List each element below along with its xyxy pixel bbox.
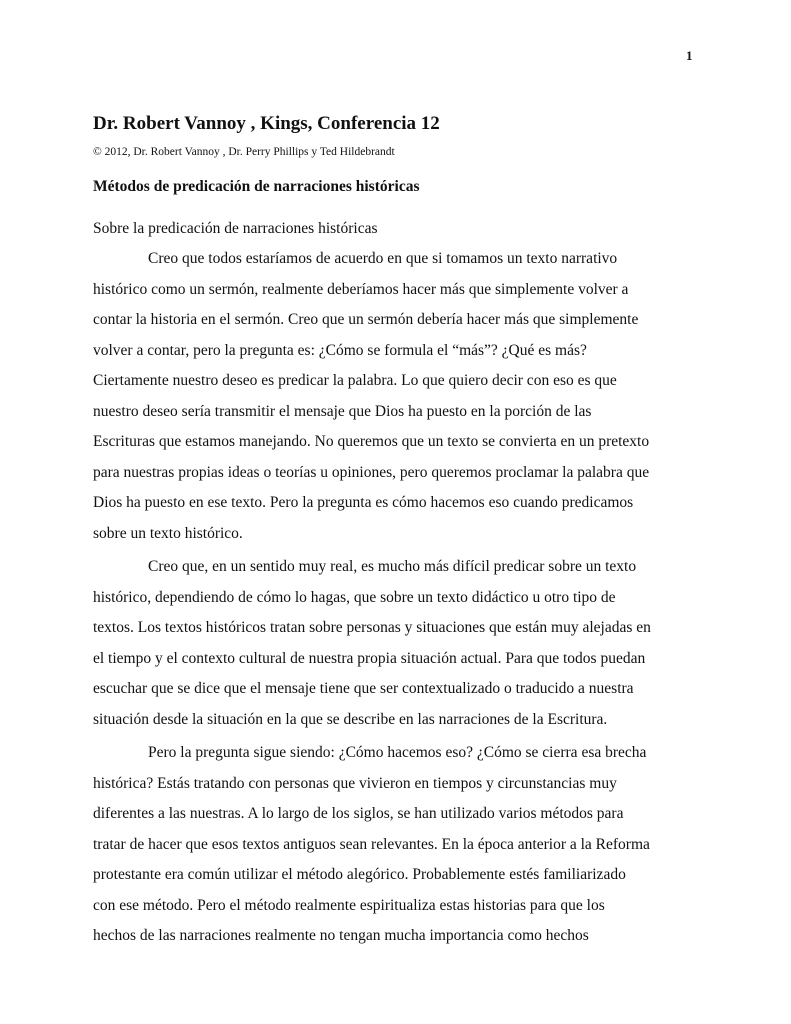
paragraph-3: [93, 738, 713, 952]
text-line: Ciertamente nuestro deseo es predicar la palabra. Lo que quiero decir con eso es que: [93, 372, 617, 389]
text-line: Pero la pregunta sigue siendo: ¿Cómo hacemos eso? ¿Cómo se cierra esa brecha: [148, 744, 647, 761]
subheading: Sobre la predicación de narraciones históricas: [93, 220, 378, 237]
text-line: Escrituras que estamos manejando. No queremos que un texto se convierta en un pretexto: [93, 433, 650, 450]
text-line: diferentes a las nuestras. A lo largo de los siglos, se han utilizado varios métodos para: [93, 805, 624, 822]
text-line: protestante era común utilizar el método alegórico. Probablemente estés familiarizado: [93, 866, 626, 883]
paragraph-1: [93, 244, 713, 549]
text-line: Creo que todos estaríamos de acuerdo en que si tomamos un texto narrativo: [148, 250, 618, 267]
text-line: histórico, dependiendo de cómo lo hagas, que sobre un texto didáctico u otro tipo de: [93, 588, 616, 606]
text-line: situación desde la situación en la que se describe en las narraciones de la Escritura.: [93, 710, 608, 728]
text-line: Creo que, en un sentido muy real, es mucho más difícil predicar sobre un texto: [148, 558, 637, 575]
text-line: para nuestras propias ideas o teorías u opiniones, pero queremos proclamar la palabra que: [93, 463, 650, 481]
text-line: contar la historia en el sermón. Creo que un sermón debería hacer más que simplemente: [93, 311, 639, 328]
text-line: histórico como un sermón, realmente deberíamos hacer más que simplemente volver a: [93, 280, 629, 298]
text-line: hechos de las narraciones realmente no tengan mucha importancia como hechos: [93, 927, 589, 944]
document-body: [93, 244, 713, 952]
text-line: tratar de hacer que esos textos antiguos sean relevantes. En la época anterior a la Reforma: [93, 835, 650, 853]
copyright-notice: © 2012, Dr. Robert Vannoy , Dr. Perry Phillips y Ted Hildebrandt: [93, 146, 395, 158]
paragraph-2: [93, 552, 713, 735]
page-number: 1: [686, 48, 693, 63]
section-heading: Métodos de predicación de narraciones históricas: [93, 178, 420, 195]
text-line: volver a contar, pero la pregunta es: ¿Cómo se formula el “más”? ¿Qué es más?: [93, 341, 587, 359]
document-title: Dr. Robert Vannoy , Kings, Conferencia 12: [93, 113, 440, 134]
text-line: nuestro deseo sería transmitir el mensaje que Dios ha puesto en la porción de las: [93, 402, 592, 420]
text-line: el tiempo y el contexto cultural de nuestra propia situación actual. Para que todos puedan: [93, 649, 646, 667]
text-line: histórica? Estás tratando con personas que vivieron en tiempos y circunstancias muy: [93, 774, 617, 792]
text-line: Dios ha puesto en ese texto. Pero la pregunta es cómo hacemos eso cuando predicamos: [93, 494, 634, 511]
text-line: sobre un texto histórico.: [93, 524, 243, 542]
text-line: con ese método. Pero el método realmente espiritualiza estas historias para que los: [93, 896, 605, 914]
text-line: textos. Los textos históricos tratan sobre personas y situaciones que están muy alejadas en: [93, 619, 651, 636]
text-line: escuchar que se dice que el mensaje tiene que ser contextualizado o traducido a nuestra: [93, 680, 634, 697]
